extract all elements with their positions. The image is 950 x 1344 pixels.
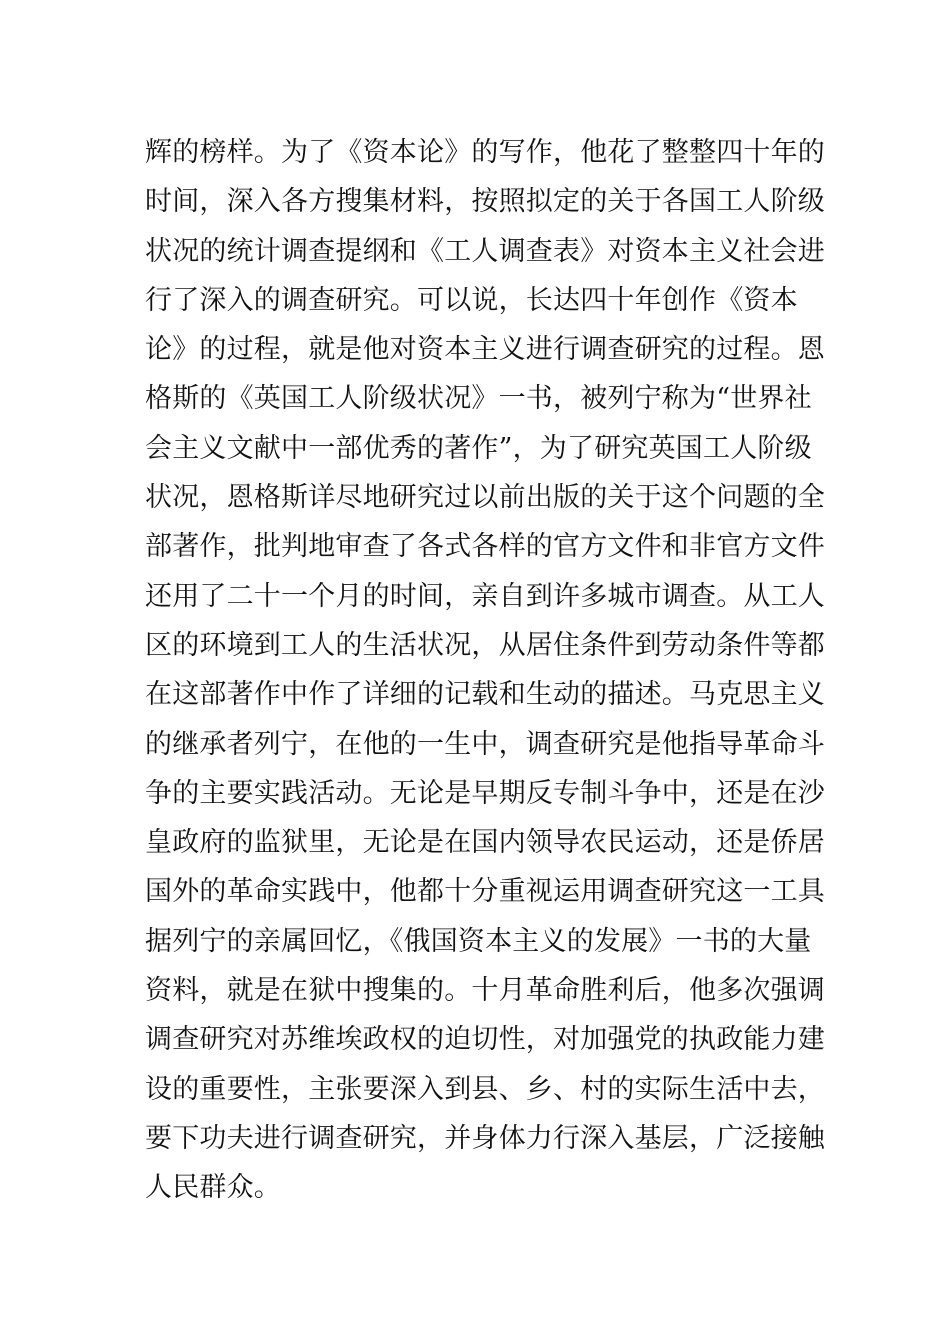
text-line: 状况，恩格斯详尽地研究过以前出版的关于这个问题的全 [145, 482, 825, 514]
text-line: 国外的革命实践中，他都十分重视运用调查研究这一工具 [145, 876, 825, 908]
text-line: 据列宁的亲属回忆，《俄国资本主义的发展》一书的大量 [145, 925, 812, 957]
text-line: 争的主要实践活动。无论是早期反专制斗争中，还是在沙 [145, 777, 825, 809]
text-line: 会主义文献中一部优秀的著作”，为了研究英国工人阶级 [145, 432, 812, 464]
text-line: 设的重要性，主张要深入到县、乡、村的实际生活中去， [145, 1073, 825, 1105]
text-line: 资料，就是在狱中搜集的。十月革命胜利后，他多次强调 [145, 975, 825, 1007]
text-line: 区的环境到工人的生活状况，从居住条件到劳动条件等都 [145, 629, 825, 661]
text-line: 调查研究对苏维埃政权的迫切性，对加强党的执政能力建 [145, 1024, 825, 1056]
text-line: 论》的过程，就是他对资本主义进行调查研究的过程。恩 [145, 334, 825, 366]
text-line: 状况的统计调查提纲和《工人调查表》对资本主义社会进 [145, 235, 825, 267]
text-line: 时间，深入各方搜集材料，按照拟定的关于各国工人阶级 [145, 186, 825, 218]
text-line: 格斯的《英国工人阶级状况》一书，被列宁称为“世界社 [145, 383, 812, 415]
text-line: 还用了二十一个月的时间，亲自到许多城市调查。从工人 [145, 580, 825, 612]
text-line: 行了深入的调查研究。可以说，长达四十年创作《资本 [145, 284, 798, 316]
text-line: 在这部著作中作了详细的记载和生动的描述。马克思主义 [145, 679, 825, 711]
text-line: 的继承者列宁，在他的一生中，调查研究是他指导革命斗 [145, 728, 825, 760]
text-line: 辉的榜样。为了《资本论》的写作，他花了整整四十年的 [145, 137, 825, 168]
text-line: 要下功夫进行调查研究，并身体力行深入基层，广泛接触 [145, 1122, 825, 1154]
text-line: 部著作，批判地审查了各式各样的官方文件和非官方文件 [145, 531, 825, 563]
text-line: 人民群众。 [145, 1172, 281, 1204]
body-paragraph [145, 128, 825, 1213]
text-line: 皇政府的监狱里，无论是在国内领导农民运动，还是侨居 [145, 827, 825, 859]
